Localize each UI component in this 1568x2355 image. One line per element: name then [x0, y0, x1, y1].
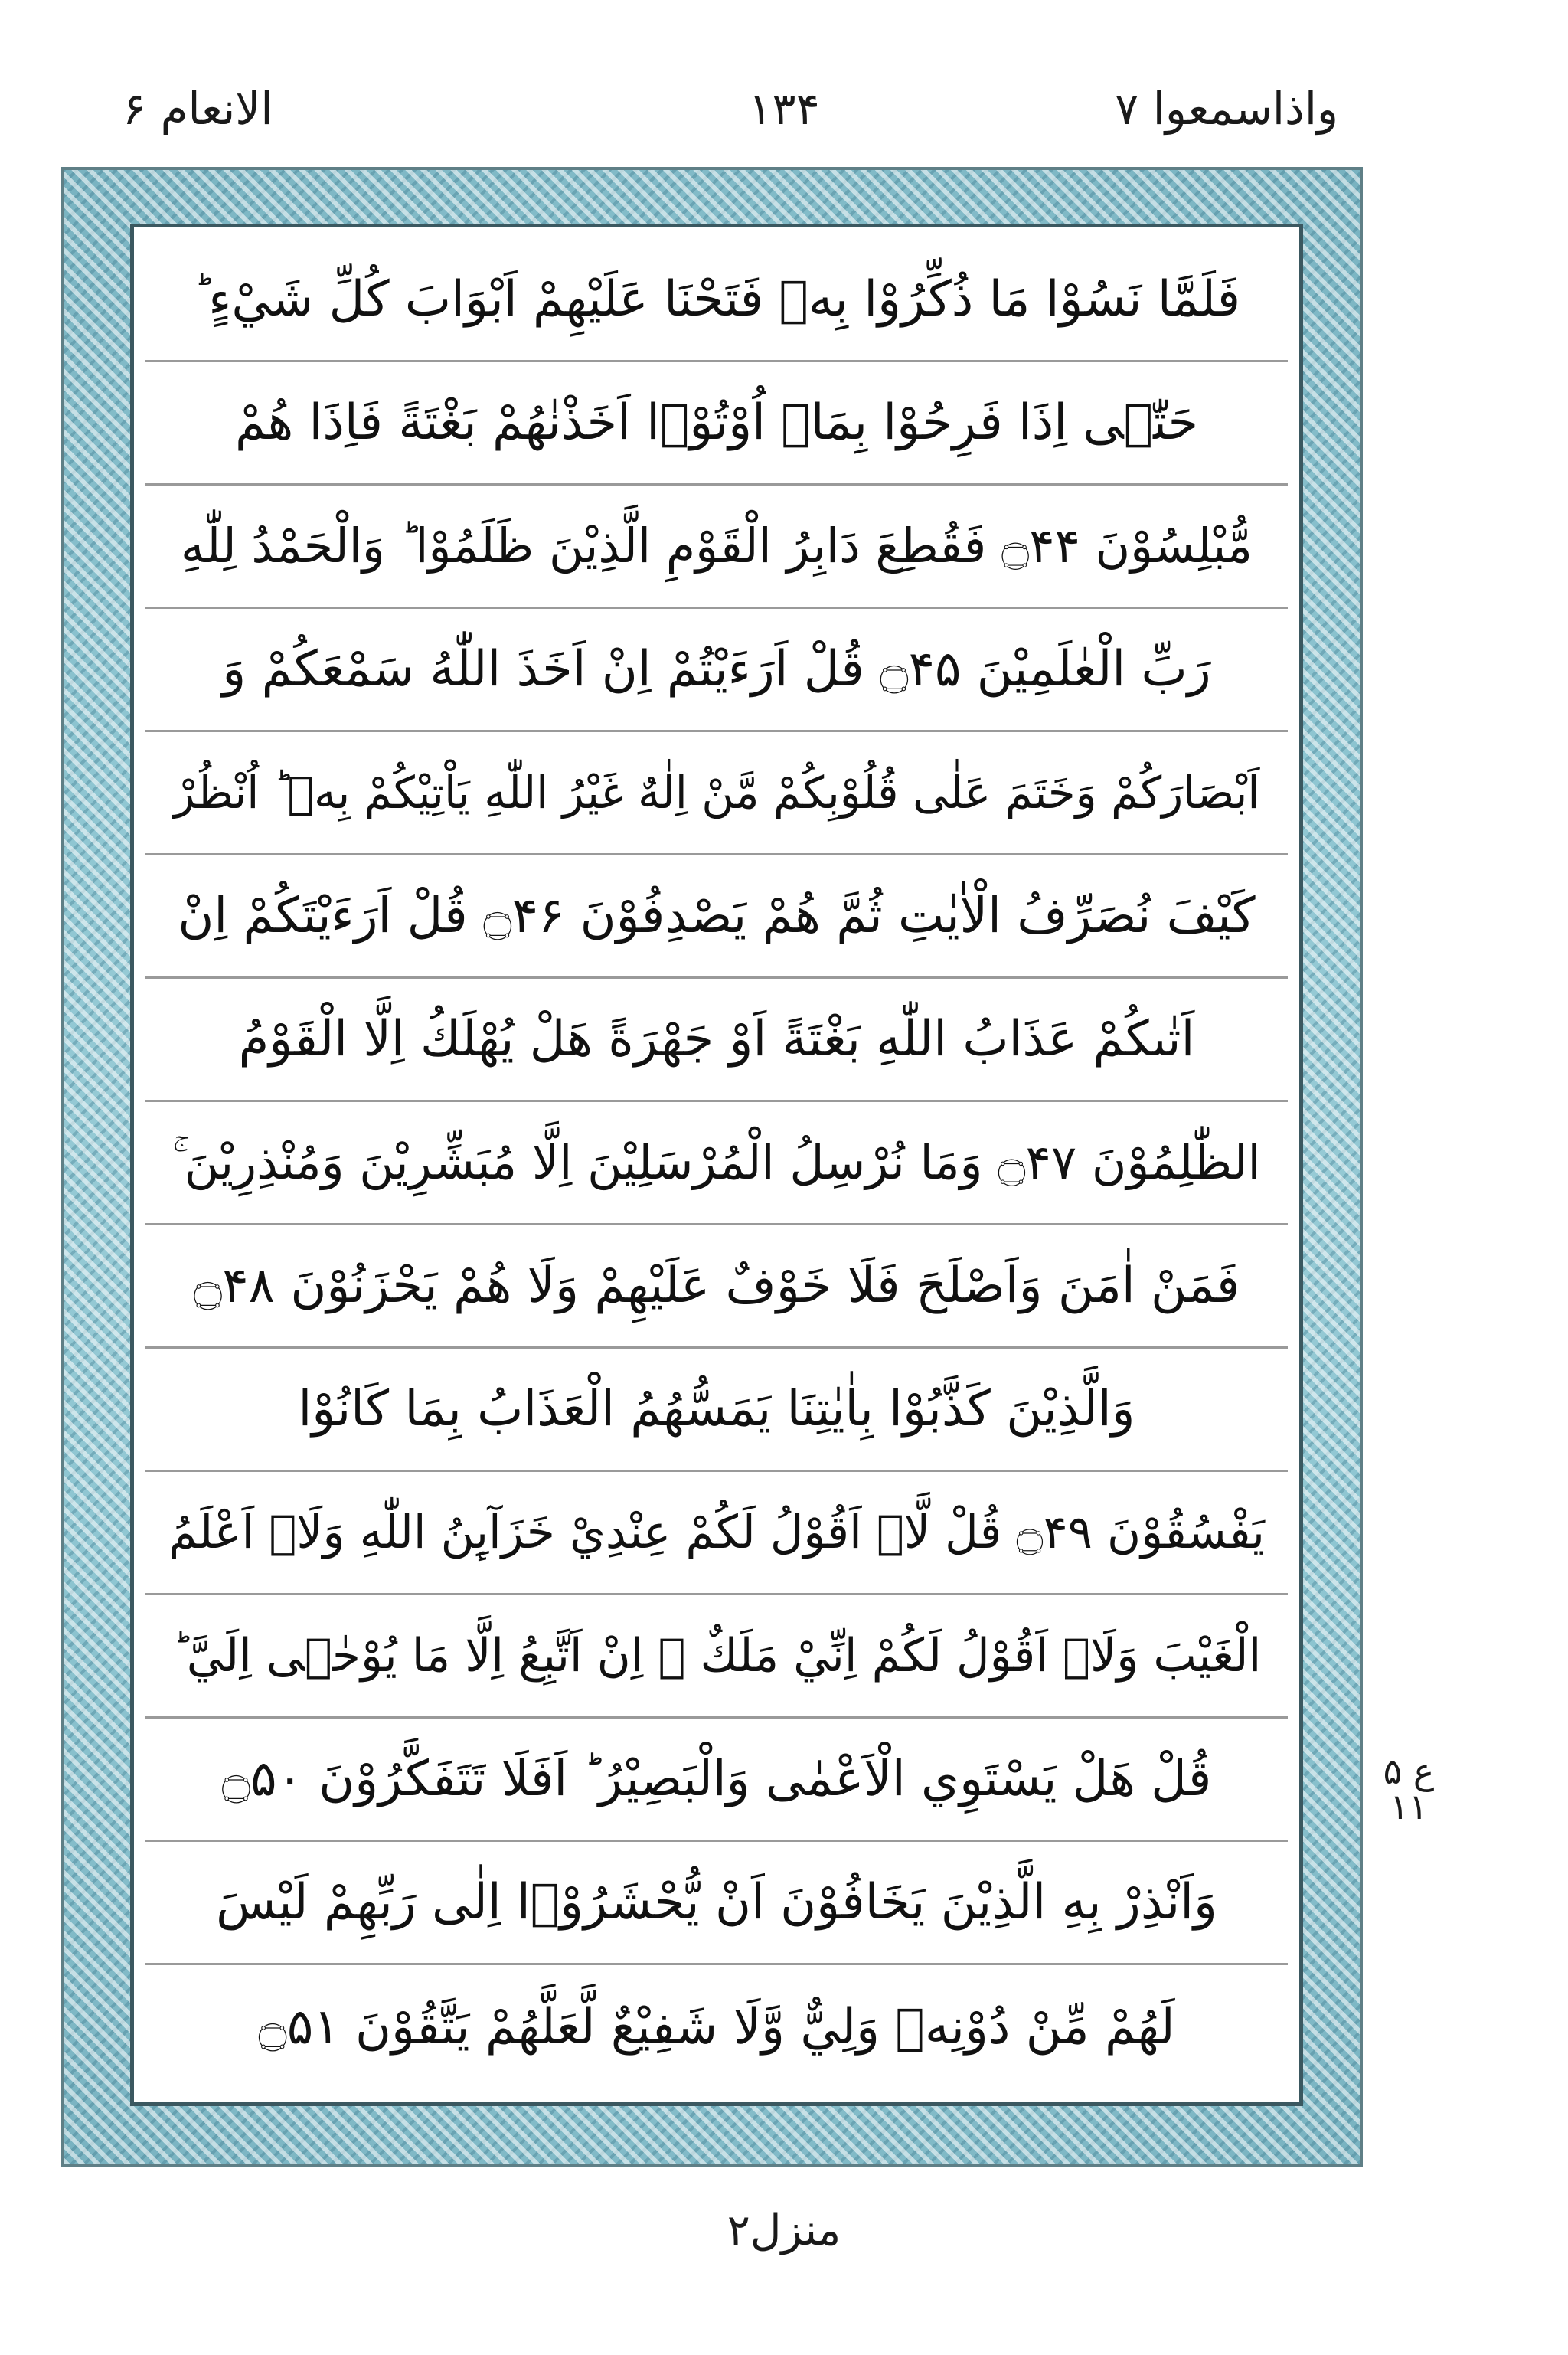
manzil-footer: منزل۲	[727, 2206, 841, 2255]
verse-line	[145, 1719, 1288, 1842]
verse-lines	[145, 239, 1288, 2092]
verse-line	[145, 609, 1288, 732]
verse-text: مُّبْلِسُوْنَ ۝۴۴ فَقُطِعَ دَابِرُ الْقَوْمِ الَّذِيْنَ ظَلَمُوْا ؕ وَالْحَمْدُ لِلّٰهِ	[181, 518, 1253, 574]
verse-text: وَاَنْذِرْ بِهِ الَّذِيْنَ يَخَافُوْنَ اَنْ يُّحْشَرُوْۤا اِلٰى رَبِّهِمْ لَيْسَ	[216, 1874, 1217, 1931]
verse-line	[145, 1349, 1288, 1472]
verse-text: لَهُمْ مِّنْ دُوْنِهٖ وَلِيٌّ وَّلَا شَفِيْعٌ لَّعَلَّهُمْ يَتَّقُوْنَ ۝۵۱	[258, 1998, 1175, 2056]
verse-text: وَالَّذِيْنَ كَذَّبُوْا بِاٰيٰتِنَا يَمَسُّهُمُ الْعَذَابُ بِمَا كَانُوْا	[298, 1381, 1135, 1438]
verse-line	[145, 732, 1288, 855]
verse-line	[145, 486, 1288, 609]
header-para-name: واذاسمعوا ۷	[1115, 83, 1338, 135]
verse-line	[145, 1595, 1288, 1719]
verse-text: يَفْسُقُوْنَ ۝۴۹ قُلْ لَّاۤ اَقُوْلُ لَكُمْ عِنْدِيْ خَزَآىِٕنُ اللّٰهِ وَلَاۤ اَعْلَمُ	[168, 1506, 1265, 1559]
verse-line	[145, 855, 1288, 979]
verse-text: الْغَيْبَ وَلَاۤ اَقُوْلُ لَكُمْ اِنِّيْ مَلَكٌ ۚ اِنْ اَتَّبِعُ اِلَّا مَا يُوْحٰۤى اِلَيَّ ؕ	[172, 1629, 1262, 1683]
verse-text: اَتٰىكُمْ عَذَابُ اللّٰهِ بَغْتَةً اَوْ جَهْرَةً هَلْ يُهْلَكُ اِلَّا الْقَوْمُ	[238, 1011, 1195, 1068]
verse-text: فَمَنْ اٰمَنَ وَاَصْلَحَ فَلَا خَوْفٌ عَلَيْهِمْ وَلَا هُمْ يَحْزَنُوْنَ ۝۴۸	[193, 1258, 1240, 1314]
verse-line	[145, 1225, 1288, 1349]
ruku-marker: ع ۵ ۱۱	[1383, 1751, 1435, 1827]
verse-line	[145, 1102, 1288, 1225]
verse-text: اَبْصَارَكُمْ وَخَتَمَ عَلٰى قُلُوْبِكُمْ مَّنْ اِلٰهٌ غَيْرُ اللّٰهِ يَاْتِيْكُمْ بِهٖ ؕ اُنْظُرْ	[173, 767, 1260, 819]
verse-line	[145, 362, 1288, 486]
verse-line	[145, 979, 1288, 1102]
verse-text: قُلْ هَلْ يَسْتَوِي الْاَعْمٰى وَالْبَصِيْرُ ؕ اَفَلَا تَتَفَكَّرُوْنَ ۝۵۰	[221, 1751, 1212, 1807]
page-number: ۱۳۴	[748, 83, 820, 135]
verse-text: الظّٰلِمُوْنَ ۝۴۷ وَمَا نُرْسِلُ الْمُرْسَلِيْنَ اِلَّا مُبَشِّرِيْنَ وَمُنْذِرِيْنَ ۚ	[172, 1134, 1261, 1190]
verse-line	[145, 1842, 1288, 1965]
verse-text: فَلَمَّا نَسُوْا مَا ذُكِّرُوْا بِهٖ فَتَحْنَا عَلَيْهِمْ اَبْوَابَ كُلِّ شَيْءٍ ؕ	[192, 271, 1241, 328]
verse-line	[145, 239, 1288, 362]
verse-text: حَتّٰۤى اِذَا فَرِحُوْا بِمَاۤ اُوْتُوْۤا اَخَذْنٰهُمْ بَغْتَةً فَاِذَا هُمْ	[234, 394, 1199, 451]
verse-text: رَبِّ الْعٰلَمِيْنَ ۝۴۵ قُلْ اَرَءَيْتُمْ اِنْ اَخَذَ اللّٰهُ سَمْعَكُمْ وَ	[222, 641, 1211, 698]
header-surah-name: الانعام ۶	[122, 83, 273, 135]
verse-text: كَيْفَ نُصَرِّفُ الْاٰيٰتِ ثُمَّ هُمْ يَصْدِفُوْنَ ۝۴۶ قُلْ اَرَءَيْتَكُمْ اِنْ	[178, 888, 1256, 944]
verse-line	[145, 1472, 1288, 1595]
verse-line	[145, 1965, 1288, 2088]
page-header	[0, 0, 1568, 153]
